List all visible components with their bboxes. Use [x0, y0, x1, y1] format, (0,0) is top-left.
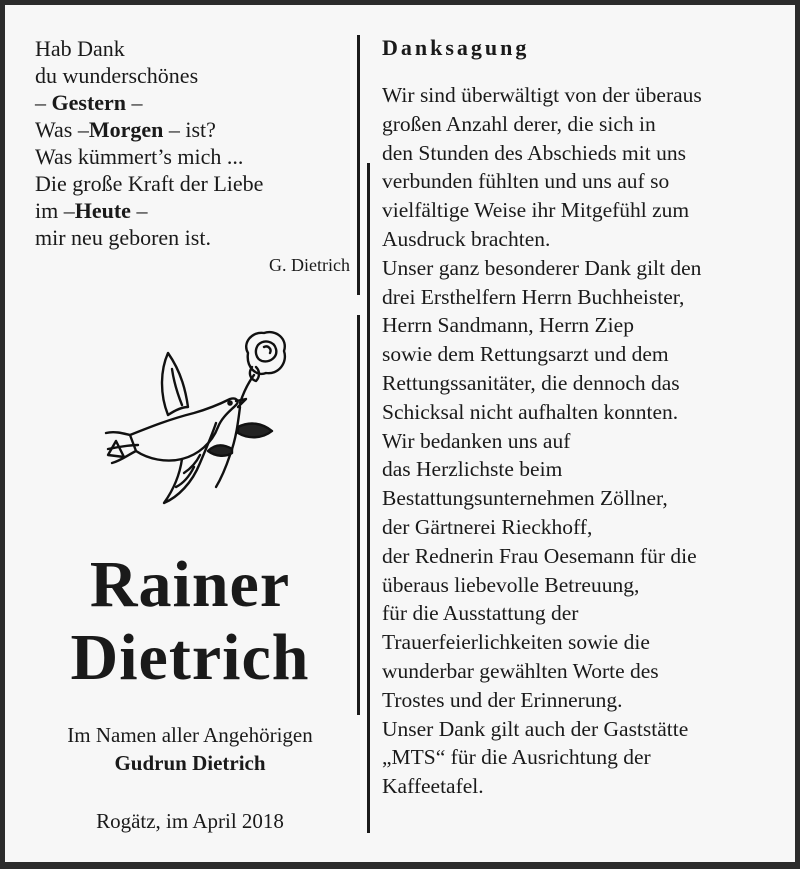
- thanks-line: das Herzlichste beim: [382, 457, 563, 482]
- poem-line: im –Heute –: [35, 198, 148, 223]
- poem-line: mir neu geboren ist.: [35, 225, 211, 250]
- thanks-line: Rettungssanitäter, die dennoch das: [382, 370, 680, 395]
- thanks-line: Herrn Sandmann, Herrn Ziep: [382, 313, 634, 338]
- thanks-line: „MTS“ für die Ausrichtung der: [382, 745, 651, 770]
- poem: [35, 35, 350, 251]
- thanks-line: Trostes und der Erinnerung.: [382, 687, 623, 712]
- thanks-line: drei Ersthelfern Herrn Buchheister,: [382, 284, 685, 309]
- thanks-line: der Gärtnerei Rieckhoff,: [382, 514, 593, 539]
- thanks-line: Ausdruck brachten.: [382, 226, 551, 251]
- thanks-line: Wir sind überwältigt von der überaus: [382, 83, 702, 107]
- thanks-line: vielfältige Weise ihr Mitgefühl zum: [382, 198, 690, 223]
- thanks-line: Trauerfeierlichkeiten sowie die: [382, 630, 650, 655]
- thanks-line: wunderbar gewählten Worte des: [382, 658, 659, 683]
- thanks-line: Unser ganz besonderer Dank gilt den: [382, 255, 702, 280]
- thanks-line: sowie dem Rettungsarzt und dem: [382, 342, 669, 367]
- thanks-line: den Stunden des Abschieds mit uns: [382, 140, 686, 165]
- thanks-line: Bestattungsunternehmen Zöllner,: [382, 486, 668, 511]
- thanks-line: Wir bedanken uns auf: [382, 428, 571, 453]
- right-column: [382, 35, 782, 801]
- deceased-last-name: Dietrich: [70, 621, 310, 694]
- thanks-line: für die Ausstattung der: [382, 601, 579, 626]
- thanks-line: Unser Dank gilt auch der Gaststätte: [382, 716, 689, 741]
- dove-with-rose-icon: [90, 323, 290, 523]
- poem-line: – Gestern –: [35, 90, 143, 115]
- thanks-line: großen Anzahl derer, die sich in: [382, 111, 656, 136]
- column-divider-right: [367, 163, 370, 833]
- poem-line: Was –Morgen – ist?: [35, 117, 216, 142]
- thanks-line: Kaffeetafel.: [382, 774, 484, 799]
- column-divider-middle: [357, 315, 360, 715]
- thanks-line: verbunden fühlten und uns auf so: [382, 169, 670, 194]
- poem-author: G. Dietrich: [269, 255, 350, 275]
- poem-line: Was kümmert’s mich ...: [35, 144, 244, 169]
- thanks-line: Schicksal nicht aufhalten konnten.: [382, 399, 679, 424]
- deceased-first-name: Rainer: [89, 548, 291, 621]
- thanks-line: überaus liebevolle Betreuung,: [382, 572, 640, 597]
- signature-intro: Im Namen aller Angehörigen: [67, 723, 313, 747]
- place-date: Rogätz, im April 2018: [96, 809, 284, 833]
- column-divider-top: [357, 35, 360, 295]
- thanks-text: [382, 81, 782, 801]
- poem-line: du wunderschönes: [35, 63, 199, 88]
- left-column: [35, 35, 350, 276]
- signature-name: Gudrun Dietrich: [114, 751, 266, 775]
- thanks-line: der Rednerin Frau Oesemann für die: [382, 543, 697, 568]
- thanks-heading: Danksagung: [382, 35, 530, 60]
- obituary-card: [5, 5, 795, 862]
- poem-line: Die große Kraft der Liebe: [35, 171, 264, 196]
- poem-line: Hab Dank: [35, 36, 125, 61]
